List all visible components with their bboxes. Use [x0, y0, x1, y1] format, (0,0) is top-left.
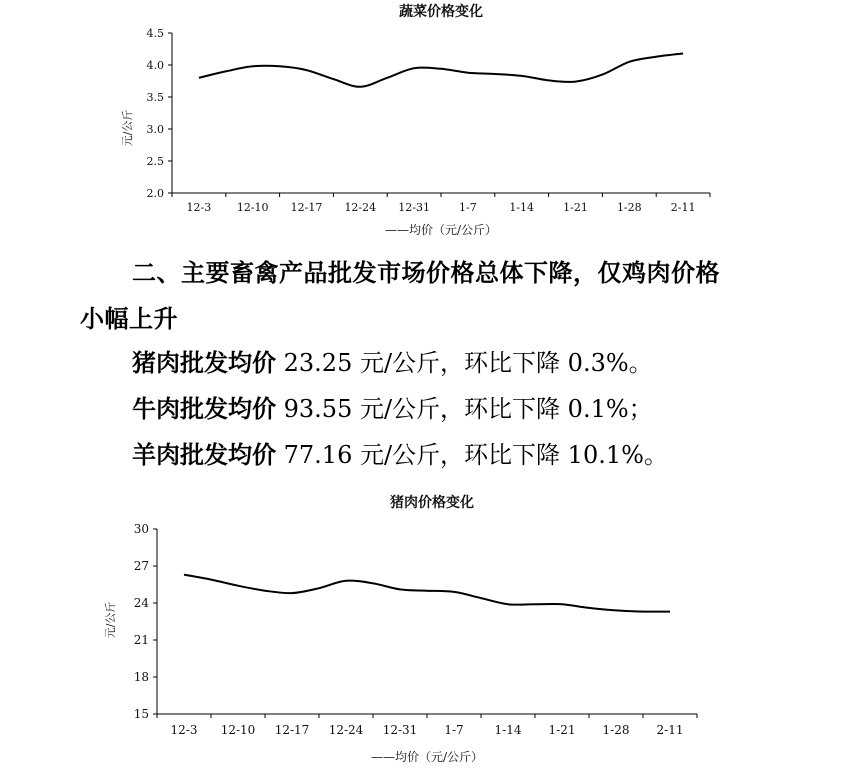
vegetable-price-chart	[0, 0, 860, 245]
mutton-price-label: 羊肉批发均价	[132, 441, 276, 469]
mutton-price-value: 77.16 元/公斤，环比下降 10.1%。	[276, 441, 668, 469]
x-tick-label: 12-24	[328, 723, 364, 737]
legend: ——均价（元/公斤）	[384, 223, 498, 237]
y-tick-label: 4.0	[146, 59, 164, 72]
x-tick-label: 1-7	[444, 723, 464, 737]
y-tick-label: 27	[133, 559, 149, 573]
x-tick-label: 12-31	[382, 723, 418, 737]
x-tick-label: 12-17	[290, 201, 323, 214]
x-tick-label: 1-21	[563, 201, 588, 214]
pork-price-line	[132, 345, 653, 381]
series-line	[199, 54, 683, 87]
pork-price-value: 23.25 元/公斤，环比下降 0.3%。	[276, 349, 653, 377]
pork-chart-svg	[0, 485, 860, 772]
pork-price-chart	[0, 485, 860, 772]
beef-price-label: 牛肉批发均价	[132, 395, 276, 423]
y-tick-label: 4.5	[146, 27, 164, 40]
x-tick-label: 2-11	[656, 723, 684, 737]
mutton-price-line	[132, 437, 668, 473]
section-heading	[80, 250, 800, 342]
y-tick-label: 2.0	[146, 187, 164, 200]
x-tick-label: 1-21	[548, 723, 576, 737]
legend: ——均价（元/公斤）	[370, 750, 484, 764]
y-tick-label: 3.0	[146, 123, 164, 136]
y-axis-label: 元/公斤	[121, 109, 134, 147]
y-tick-label: 18	[133, 670, 149, 684]
vegetable-chart-svg	[0, 0, 860, 245]
y-tick-label: 30	[133, 522, 149, 536]
heading-line-2: 小幅上升	[80, 305, 178, 333]
x-tick-label: 12-3	[186, 201, 212, 214]
y-tick-label: 24	[133, 596, 149, 610]
x-tick-label: 12-10	[236, 201, 269, 214]
y-tick-label: 15	[133, 707, 149, 721]
x-tick-label: 2-11	[670, 201, 696, 214]
x-tick-label: 12-31	[398, 201, 430, 214]
x-tick-label: 1-7	[459, 201, 477, 214]
series-line	[184, 575, 670, 612]
x-tick-label: 1-14	[494, 723, 522, 737]
chart-title: 蔬菜价格变化	[399, 4, 483, 20]
y-tick-label: 3.5	[146, 91, 164, 104]
x-tick-label: 1-28	[602, 723, 630, 737]
beef-price-line	[132, 391, 653, 427]
x-tick-label: 12-24	[344, 201, 377, 214]
pork-price-label: 猪肉批发均价	[132, 349, 276, 377]
x-tick-label: 1-28	[616, 201, 642, 214]
y-axis-label: 元/公斤	[104, 601, 117, 639]
x-tick-label: 12-3	[170, 723, 198, 737]
heading-line-1: 二、主要畜禽产品批发市场价格总体下降，仅鸡肉价格	[132, 259, 720, 287]
x-tick-label: 12-10	[220, 723, 256, 737]
beef-price-value: 93.55 元/公斤，环比下降 0.1%；	[276, 395, 653, 423]
y-tick-label: 21	[133, 633, 149, 647]
y-tick-label: 2.5	[146, 155, 164, 168]
chart-title: 猪肉价格变化	[390, 495, 474, 511]
x-tick-label: 1-14	[509, 201, 535, 214]
x-tick-label: 12-17	[274, 723, 310, 737]
